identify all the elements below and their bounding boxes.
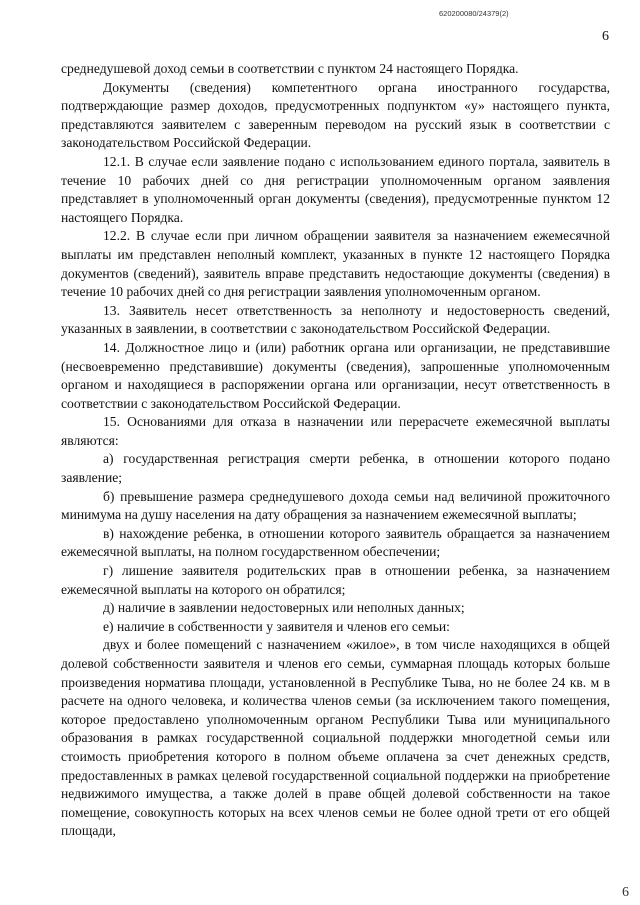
paragraph-13: 13. Заявитель несет ответственность за неполноту и недостоверность сведений, указанных в заявлении, в соответствии с законодательством Российской Федерации. [61,302,610,337]
list-item-v: в) нахождение ребенка, в отношении которого заявитель обращается за назначением ежемесячной выплаты, на полном государственном обеспечении; [61,525,610,560]
paragraph-12-2: 12.2. В случае если при личном обращении заявителя за назначением ежемесячной выплаты им представлен неполный комплект, указанных в пункте 12 настоящего Порядка документов (сведений), заявитель вправе представить недостающие документы (сведения) в течение 10 рабочих дней со дня регистрации заявления уполномоченным органом. [61,228,610,300]
paragraph-14: 14. Должностное лицо и (или) работник органа или организации, не представившие (несвоевременно представившие) документы (сведения), запрошенные уполномоченным органом и находящиеся в распоряжении органа или организации, несут ответственность в соответствии с законодательством Российской Федерации. [61,339,610,411]
document-body [61,60,610,841]
list-item-d: д) наличие в заявлении недостоверных или неполных данных; [103,600,465,616]
paragraph-continuation: среднедушевой доход семьи в соответствии с пунктом 24 настоящего Порядка. [61,61,519,76]
document-id: 620200080/24379(2) [439,9,509,18]
list-item-a: а) государственная регистрация смерти ребенка, в отношении которого подано заявление; [61,451,610,486]
page-number: 6 [602,29,609,44]
list-item-e: е) наличие в собственности у заявителя и членов его семьи: [103,618,450,634]
paragraph-housing: двух и более помещений с назначением «жилое», в том числе находящихся в общей долевой собственности заявителя и членов его семьи, суммарная площадь которых больше произведения норматива площади, установленной в Республике Тыва, но не более 24 кв. м в расчете на одного человека, и количества членов семьи (за исключением такого помещения, которое предоставлено уполномоченным органом Республики Тыва или муниципального образования в рамках государственной социальной поддержки многодетной семьи или стоимость приобретения которого в полном объеме оплачена за счет денежных средств, предоставленных в рамках целевой государственной социальной поддержки на приобретение недвижимого имущества, а также долей в праве общей долевой собственности на такое помещение, совокупность которых на всех членов семьи не более одной трети от его общей площади, [61,637,610,839]
list-item-g: г) лишение заявителя родительских прав в отношении ребенка, за назначением ежемесячной выплаты на которого он обратился; [61,563,610,597]
corner-page-mark: 6 [622,885,629,900]
paragraph-foreign-documents: Документы (сведения) компетентного органа иностранного государства, подтверждающие размер доходов, предусмотренных подпунктом «у» настоящего пункта, представляются заявителем с заверенным переводом на русский язык в соответствии с законодательством Российской Федерации. [61,79,610,151]
paragraph-12-1: 12.1. В случае если заявление подано с использованием единого портала, заявитель в течение 10 рабочих дней со дня регистрации уполномоченным органом заявления представляет в уполномоченный орган документы (сведения), предусмотренные пунктом 12 настоящего Порядка. [61,153,610,225]
paragraph-15: 15. Основаниями для отказа в назначении или перерасчете ежемесячной выплаты являются: [61,414,610,448]
list-item-b: б) превышение размера среднедушевого дохода семьи над величиной прожиточного минимума на душу населения на дату обращения за назначением ежемесячной выплаты; [61,488,610,523]
